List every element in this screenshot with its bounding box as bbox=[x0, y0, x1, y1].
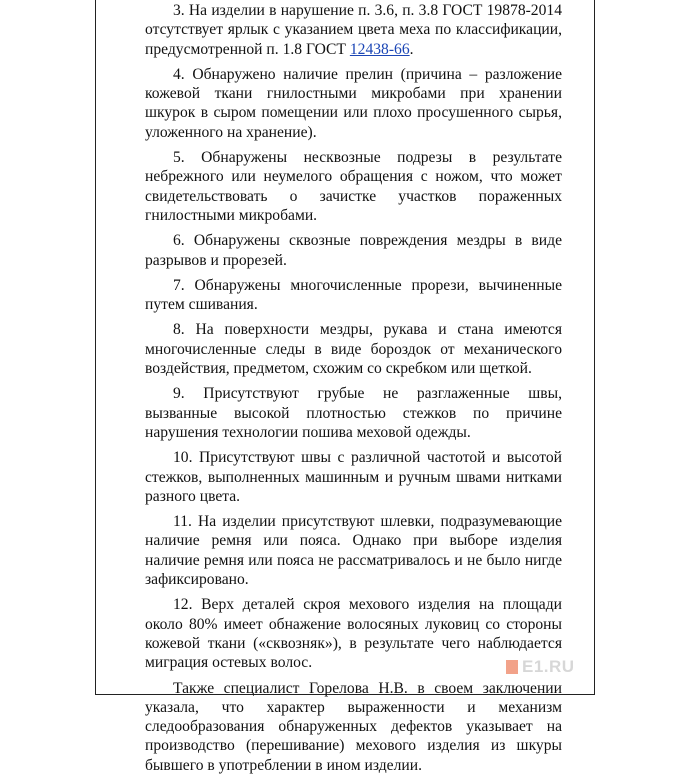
watermark-logo-icon bbox=[506, 660, 518, 674]
paragraph-3 bbox=[145, 1, 562, 59]
site-watermark bbox=[506, 657, 575, 677]
paragraph-11: 11. На изделии присутствуют шлевки, подразумевающие наличие ремня или пояса. Однако при выборе изделия наличие ремня или пояса не рассматривалось и не было нигде зафиксировано. bbox=[145, 513, 562, 589]
paragraph-3-end: . bbox=[409, 40, 414, 58]
gost-12438-66-link[interactable]: 12438-66 bbox=[349, 40, 410, 58]
paragraph-7: 7. Обнаружены многочисленные прорези, вычиненные путем сшивания. bbox=[145, 276, 562, 314]
document-body bbox=[145, 0, 562, 781]
paragraph-3-text: 3. На изделии в нарушение п. 3.6, п. 3.8 ГОСТ 19878-2014 отсутствует ярлык с указанием цвета меха по классификации, предусмотренной п. 1.8 ГОСТ bbox=[145, 2, 562, 58]
paragraph-13: Также специалист Горелова Н.В. в своем заключении указала, что характер выраженности и механизм следообразования обнаруженных дефектов указывает на производство (перешивание) мехового изделия из шкуры бывшего в употреблении в ином изделии. bbox=[145, 679, 562, 774]
paragraph-12: 12. Верх деталей скроя мехового изделия на площади около 80% имеет обнажение волосяных луковиц со стороны кожевой ткани («сквозняк»), в результате чего наблюдается миграция остевых волос. bbox=[145, 596, 562, 672]
paragraph-9: 9. Присутствуют грубые не разглаженные швы, вызванные высокой плотностью стежков по причине нарушения технологии пошива меховой одежды. bbox=[145, 385, 562, 441]
watermark-text: E1.RU bbox=[522, 657, 575, 676]
paragraph-4: 4. Обнаружено наличие прелин (причина – разложение кожевой ткани гнилостными микробами при хранении шкурок в сыром помещении или плохо просушенного сырья, уложенного на хранение). bbox=[145, 65, 562, 141]
paragraph-8: 8. На поверхности мездры, рукава и стана имеются многочисленные следы в виде бороздок от механического воздействия, предметом, схожим со скребком или щеткой. bbox=[145, 321, 562, 378]
paragraph-6: 6. Обнаружены сквозные повреждения мездры в виде разрывов и прорезей. bbox=[145, 232, 562, 269]
paragraph-5: 5. Обнаружены несквозные подрезы в результате небрежного или неумелого обращения с ножом, что может свидетельствовать о зачистке участков пораженных гнилостными микробами. bbox=[145, 149, 562, 224]
paragraph-10: 10. Присутствуют швы с различной частотой и высотой стежков, выполненных машинным и ручным швами нитками разного цвета. bbox=[145, 449, 562, 505]
